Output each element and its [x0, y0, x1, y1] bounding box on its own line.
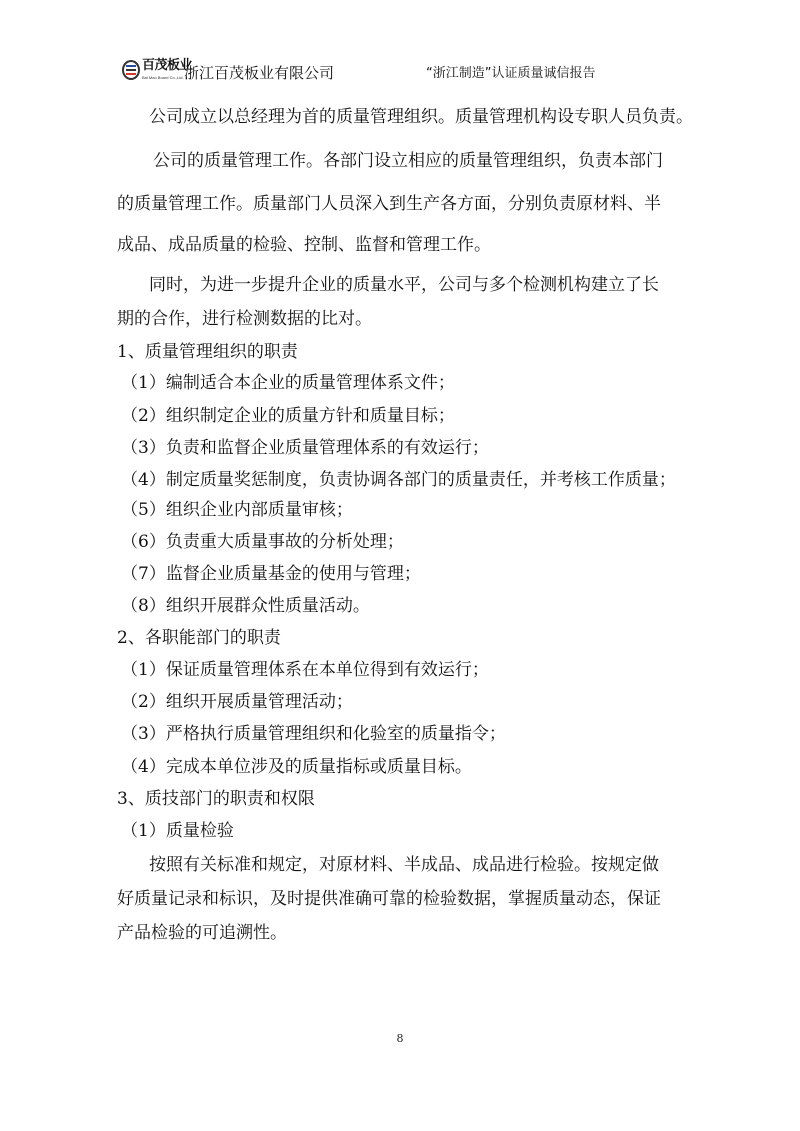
section-heading: 2、各职能部门的职责 [117, 628, 281, 648]
list-item: （4）完成本单位涉及的质量指标或质量目标。 [121, 757, 472, 777]
paragraph-line: 期的合作，进行检测数据的比对。 [117, 309, 372, 329]
paragraph-line: 按照有关标准和规定，对原材料、半成品、成品进行检验。按规定做 [149, 855, 659, 875]
list-item: （1）质量检验 [121, 821, 234, 841]
section-heading: 3、质技部门的职责和权限 [117, 789, 315, 809]
report-title: “浙江制造”认证质量诚信报告 [426, 66, 596, 81]
page-number: 8 [396, 1032, 404, 1045]
company-name: 浙江百茂板业有限公司 [184, 64, 335, 82]
paragraph-line: 同时，为进一步提升企业的质量水平，公司与多个检测机构建立了长 [149, 275, 659, 295]
logo-emblem-icon [122, 60, 140, 80]
paragraph-line: 好质量记录和标识，及时提供准确可靠的检验数据，掌握质量动态，保证 [117, 889, 661, 909]
paragraph-line: 的质量管理工作。质量部门人员深入到生产各方面，分别负责原材料、半 [117, 194, 661, 214]
paragraph-line: 公司成立以总经理为首的质量管理组织。质量管理机构设专职人员负责。 [149, 107, 693, 127]
list-item: （4）制定质量奖惩制度，负责协调各部门的质量责任，并考核工作质量； [121, 470, 676, 490]
list-item: （8）组织开展群众性质量活动。 [121, 596, 370, 616]
list-item: （6）负责重大质量事故的分析处理； [121, 532, 404, 552]
list-item: （2）组织开展质量管理活动； [121, 692, 353, 712]
section-heading: 1、质量管理组织的职责 [117, 342, 298, 362]
page-header [120, 58, 680, 88]
list-item: （7）监督企业质量基金的使用与管理； [121, 564, 421, 584]
list-item: （3）严格执行质量管理组织和化验室的质量指令； [121, 724, 506, 744]
paragraph-line: 产品检验的可追溯性。 [117, 923, 287, 943]
list-item: （2）组织制定企业的质量方针和质量目标； [121, 406, 455, 426]
list-item: （1）编制适合本企业的质量管理体系文件； [121, 373, 455, 393]
list-item: （5）组织企业内部质量审核； [121, 500, 353, 520]
logo-english-text: Bai Mao Board Co.,Ltd. [142, 75, 184, 80]
list-item: （3）负责和监督企业质量管理体系的有效运行； [121, 438, 489, 458]
list-item: （1）保证质量管理体系在本单位得到有效运行； [121, 660, 489, 680]
paragraph-line: 成品、成品质量的检验、控制、监督和管理工作。 [117, 235, 491, 255]
paragraph-line: 公司的质量管理工作。各部门设立相应的质量管理组织，负责本部门 [153, 151, 663, 171]
logo-chinese-text: 百茂板业 [142, 58, 193, 73]
